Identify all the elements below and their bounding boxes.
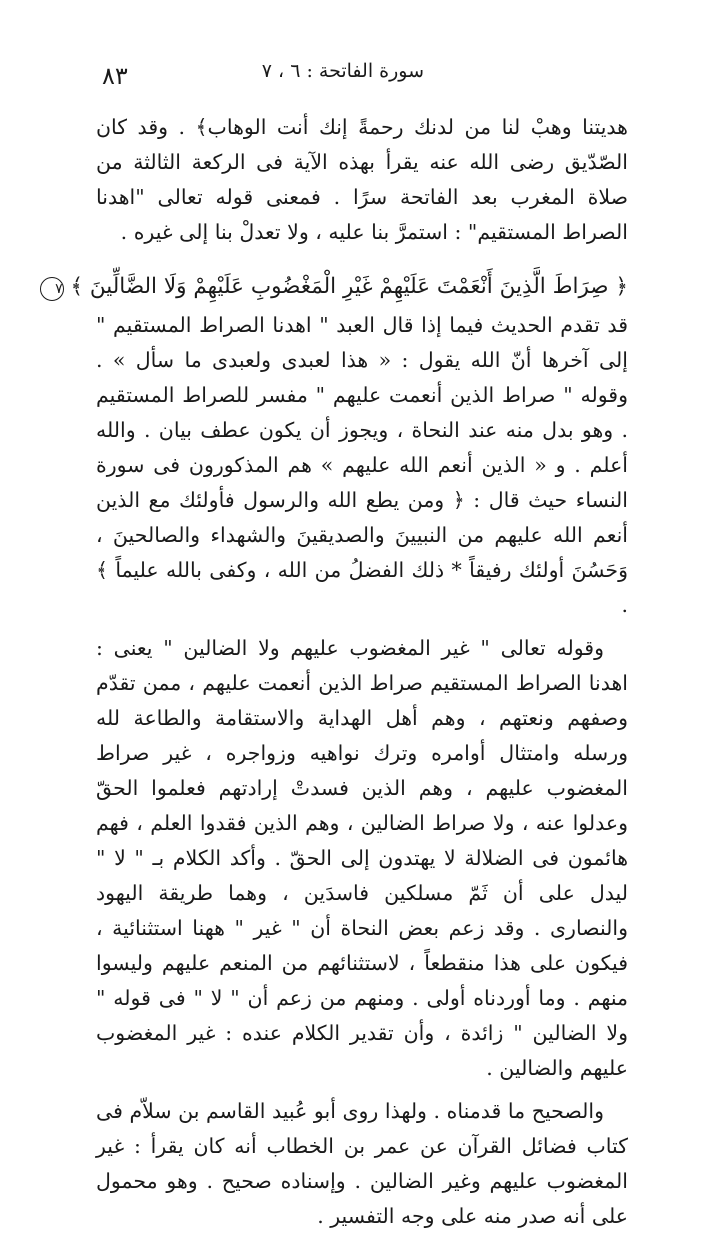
paragraph-commentary-1: قد تقدم الحديث فيما إذا قال العبد " اهدنا الصراط المستقيم " إلى آخرها أنّ الله يقول : « هذا لعبدى ولعبدى ما سأل » . وقوله " صراط الذين أنعمت عليهم " مفسر للصراط المستقيم . وهو بدل منه عند النحاة ، ويجوز أن يكون عطف بيان . والله أعلم . و « الذين أنعم الله عليهم » هم المذكورون فى سورة النساء حيث قال : ﴿ ومن يطع الله والرسول فأولئك مع الذين أنعم الله عليهم من النبيينَ والصديقينَ والشهداء والصالحينَ ، وَحَسُنَ أولئك رفيقاً * ذلك الفضلُ من الله ، وكفى بالله عليماً ﴾ .: [96, 313, 628, 617]
page-body: [55, 110, 628, 1242]
ayah-number-marker: ٧: [40, 277, 64, 301]
paragraph-commentary-2: وقوله تعالى " غير المغضوب عليهم ولا الضالين " يعنى : اهدنا الصراط المستقيم صراط الذين أنعمت عليهم ، ممن تقدّم وصفهم ونعتهم ، وهم أهل الهداية والاستقامة والطاعة لله ورسله وامتثال أوامره وترك نواهيه وزواجره ، غير صراط المغضوب عليهم ، وهم الذين فسدتْ إرادتهم فعلموا الحقّ وعدلوا عنه ، ولا صراط الضالين ، وهم الذين فقدوا العلم ، فهم هائمون فى الضلالة لا يهتدون إلى الحقّ . وأكد الكلام بـ " لا " ليدل على أن ثَمّ مسلكين فاسدَين ، وهما طريقة اليهود والنصارى . وقد زعم بعض النحاة أن " غير " ههنا استثنائية ، فيكون على هذا منقطعاً ، لاستثنائهم من المنعم عليهم وليسوا منهم . وما أوردناه أولى . ومنهم من زعم أن " لا " فى قوله " ولا الضالين " زائدة ، وأن تقدير الكلام عنده : غير المغضوب عليهم والضالين .: [96, 636, 628, 1080]
paragraph-commentary-3: والصحيح ما قدمناه . ولهذا روى أبو عُبيد القاسم بن سلاّم فى كتاب فضائل القرآن عن عمر بن الخطاب أنه كان يقرأ : غير المغضوب عليهم وغير الضالين . وإسناده صحيح . وهو محمول على أنه صدر منه على وجه التفسير .: [96, 1099, 628, 1228]
page-header: [40, 56, 686, 96]
running-title: سورة الفاتحة : ٦ ، ٧: [261, 60, 424, 82]
page-number: ٨٣: [102, 62, 128, 90]
verse-text: ﴿ صِرَاطَ الَّذِينَ أَنْعَمْتَ عَلَيْهِمْ غَيْرِ الْمَغْضُوبِ عَلَيْهِمْ وَلَا الضَّالِّينَ ﴾: [70, 274, 628, 299]
quran-verse: [55, 268, 628, 306]
paragraph-intro: هديتنا وهبْ لنا من لدنك رحمةً إنك أنت الوهاب﴾ . وقد كان الصّدّيق رضى الله عنه يقرأ بهذه الآية فى الركعة الثالثة من صلاة المغرب بعد الفاتحة سرًا . فمعنى قوله تعالى "اهدنا الصراط المستقيم" : استمرَّ بنا عليه ، ولا تعدلْ بنا إلى غيره .: [96, 115, 628, 244]
